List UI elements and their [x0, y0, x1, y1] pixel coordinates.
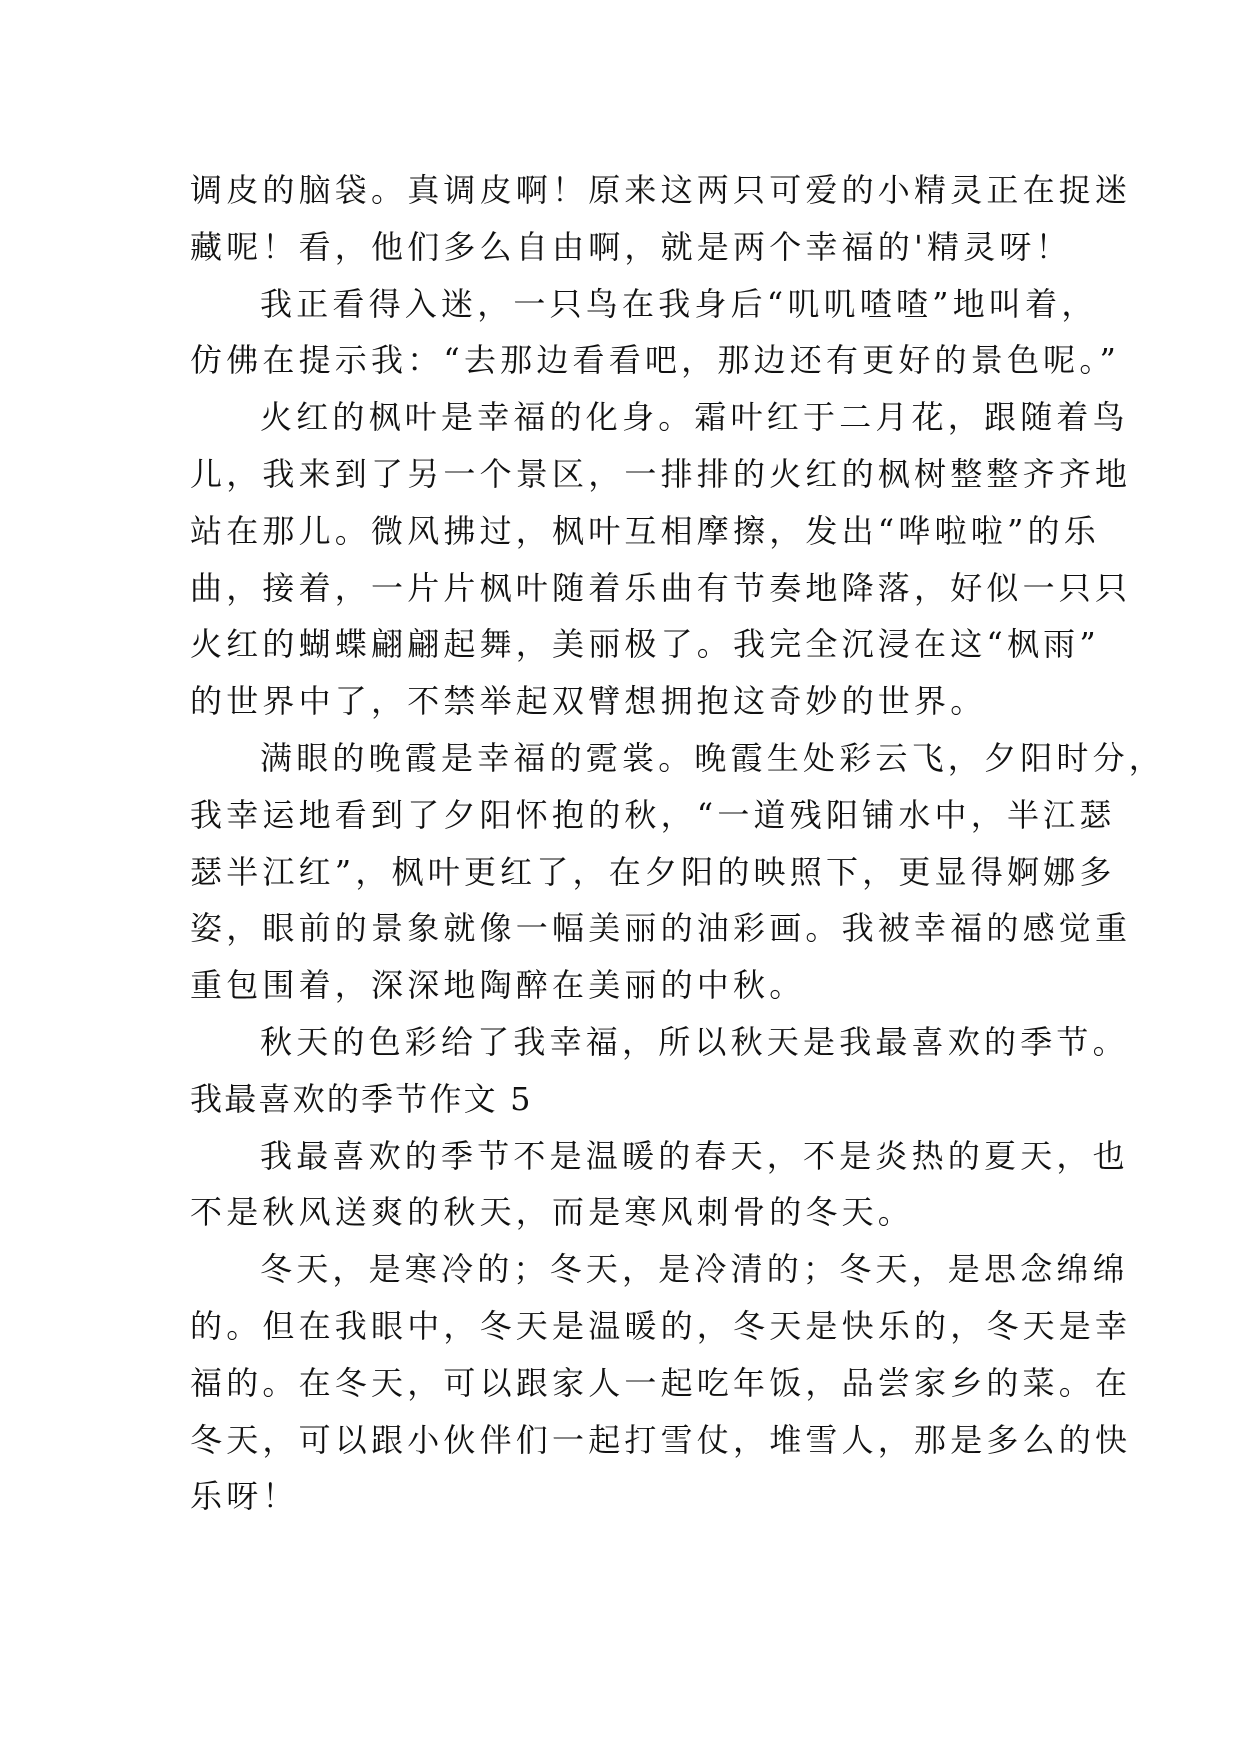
paragraph-start-line: 火红的枫叶是幸福的化身。霜叶红于二月花，跟随着鸟	[260, 398, 1129, 437]
text-line: 藏呢！看，他们多么自由啊，就是两个幸福的'精灵呀！	[190, 227, 1072, 266]
text-line: 调皮的脑袋。真调皮啊！原来这两只可爱的小精灵正在捉迷	[190, 171, 1132, 209]
text-line: 站在那儿。微风拂过，枫叶互相摩擦，发出“哗啦啦”的乐	[190, 511, 1100, 550]
paragraph-start-line: 我正看得入迷，一只鸟在我身后“叽叽喳喳”地叫着，	[260, 284, 1098, 323]
paragraph-start-line: 秋天的色彩给了我幸福，所以秋天是我最喜欢的季节。	[260, 1022, 1129, 1061]
paragraph-start-line: 满眼的晚霞是幸福的霓裳。晚霞生处彩云飞，夕阳时分，	[260, 738, 1166, 777]
text-line: 仿佛在提示我：“去那边看看吧，那边还有更好的景色呢。”	[190, 341, 1121, 380]
section-heading: 我最喜欢的季节作文 5	[190, 1079, 533, 1118]
text-line: 曲，接着，一片片枫叶随着乐曲有节奏地降落，好似一只只	[190, 568, 1132, 607]
text-line: 的。但在我眼中，冬天是温暖的，冬天是快乐的，冬天是幸	[190, 1306, 1132, 1345]
text-line: 乐呀！	[190, 1477, 299, 1516]
text-line: 姿，眼前的景象就像一幅美丽的油彩画。我被幸福的感觉重	[190, 909, 1132, 948]
text-line: 不是秋风送爽的秋天，而是寒风刺骨的冬天。	[190, 1193, 915, 1232]
text-line: 重包围着，深深地陶醉在美丽的中秋。	[190, 966, 806, 1005]
essay-body	[190, 162, 1166, 1525]
text-line: 火红的蝴蝶翩翩起舞，美丽极了。我完全沉浸在这“枫雨”	[190, 625, 1100, 664]
text-line: 儿，我来到了另一个景区，一排排的火红的枫树整整齐齐地	[190, 454, 1132, 493]
text-line: 我幸运地看到了夕阳怀抱的秋，“一道残阳铺水中，半江瑟	[190, 795, 1116, 834]
text-line: 冬天，可以跟小伙伴们一起打雪仗，堆雪人，那是多么的快	[190, 1420, 1132, 1459]
paragraph-start-line: 我最喜欢的季节不是温暖的春天，不是炎热的夏天，也	[260, 1136, 1129, 1175]
text-line: 的世界中了，不禁举起双臂想拥抱这奇妙的世界。	[190, 682, 987, 721]
text-line: 福的。在冬天，可以跟家人一起吃年饭，品尝家乡的菜。在	[190, 1363, 1132, 1402]
text-line: 瑟半江红”，枫叶更红了，在夕阳的映照下，更显得婀娜多	[190, 852, 1116, 891]
paragraph-start-line: 冬天，是寒冷的；冬天，是冷清的；冬天，是思念绵绵	[260, 1250, 1129, 1289]
